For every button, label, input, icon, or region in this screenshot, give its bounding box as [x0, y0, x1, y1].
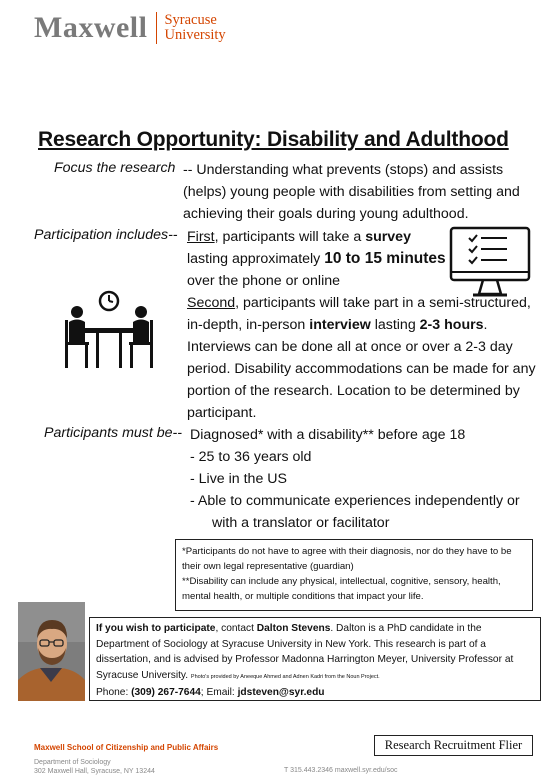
contact-phone[interactable]: (309) 267-7644 [131, 687, 201, 698]
eligibility-label: Participants must be-- [44, 425, 182, 441]
list-item: with a translator or facilitator [212, 515, 390, 531]
participation-label: Participation includes-- [34, 227, 178, 243]
footer-school-name: Maxwell School of Citizenship and Public Affairs [34, 743, 219, 752]
list-item: - Able to communicate experiences independently or [190, 493, 520, 509]
list-item: - 25 to 36 years old [190, 449, 312, 465]
focus-text: -- Understanding what prevents (stops) and assists (helps) young people with disabilities from setting and achieving their goals during young adulthood. [183, 162, 520, 222]
list-item: Diagnosed* with a disability** before age 18 [190, 427, 466, 443]
eligibility-list [190, 424, 540, 534]
contact-email[interactable]: jdsteven@syr.edu [237, 687, 325, 698]
participation-second: Second, participants will take part in a semi-structured, in-depth, in-person interview lasting 2-3 hours. Interviews can be done all at once or over a 2-3 day period. Disability accommodations can be made for any portion of the research. Location to be determined by participant. [187, 295, 536, 421]
footnote-disability: **Disability can include any physical, intellectual, cognitive, sensory, health, mental health, or multiple conditions that impact your life. [182, 576, 501, 602]
photo-credit: Photo's provided by Aneeque Ahmed and Adnen Kadri from the Noun Project. [190, 673, 380, 680]
logo-university: Syracuse University [164, 12, 226, 43]
flier-label: Research Recruitment Flier [374, 735, 533, 756]
logo-wordmark: Maxwell [34, 11, 148, 44]
contact-lead: If you wish to participate [96, 623, 216, 634]
page-title: Research Opportunity: Disability and Adulthood [38, 128, 509, 151]
participation-first: First, participants will take a survey lasting approximately 10 to 15 minutes over the phone or online [187, 229, 446, 289]
survey-computer-icon [449, 226, 531, 300]
footer-address: Department of Sociology 302 Maxwell Hall, Syracuse, NY 13244 [34, 759, 155, 775]
list-item: - Live in the US [190, 471, 287, 487]
interview-meeting-icon [63, 290, 155, 372]
footnotes-box [175, 539, 533, 611]
maxwell-logo [34, 10, 226, 46]
contact-box: If you wish to participate, contact Dalton Stevens. Dalton is a PhD candidate in the Department of Sociology at Syracuse University in New York. This research is part of a dissertation, and is advised by Professor Madonna Harrington Meyer, University Professor at Syracuse University. Photo's provided by Aneeque Ahmed and Adnen Kadri from the Noun Project. Phone: (309) 267-7644; Email: jdsteven@syr.edu [89, 617, 541, 701]
footnote-diagnosis: *Participants do not have to agree with their diagnosis, nor do they have to be their own legal representative (guardian) [182, 546, 512, 572]
footer-contact: T 315.443.2346 maxwell.syr.edu/soc [284, 767, 398, 774]
researcher-name: Dalton Stevens [256, 623, 331, 634]
researcher-photo [18, 602, 85, 701]
logo-divider [156, 12, 157, 44]
focus-label: Focus the research [54, 160, 176, 176]
